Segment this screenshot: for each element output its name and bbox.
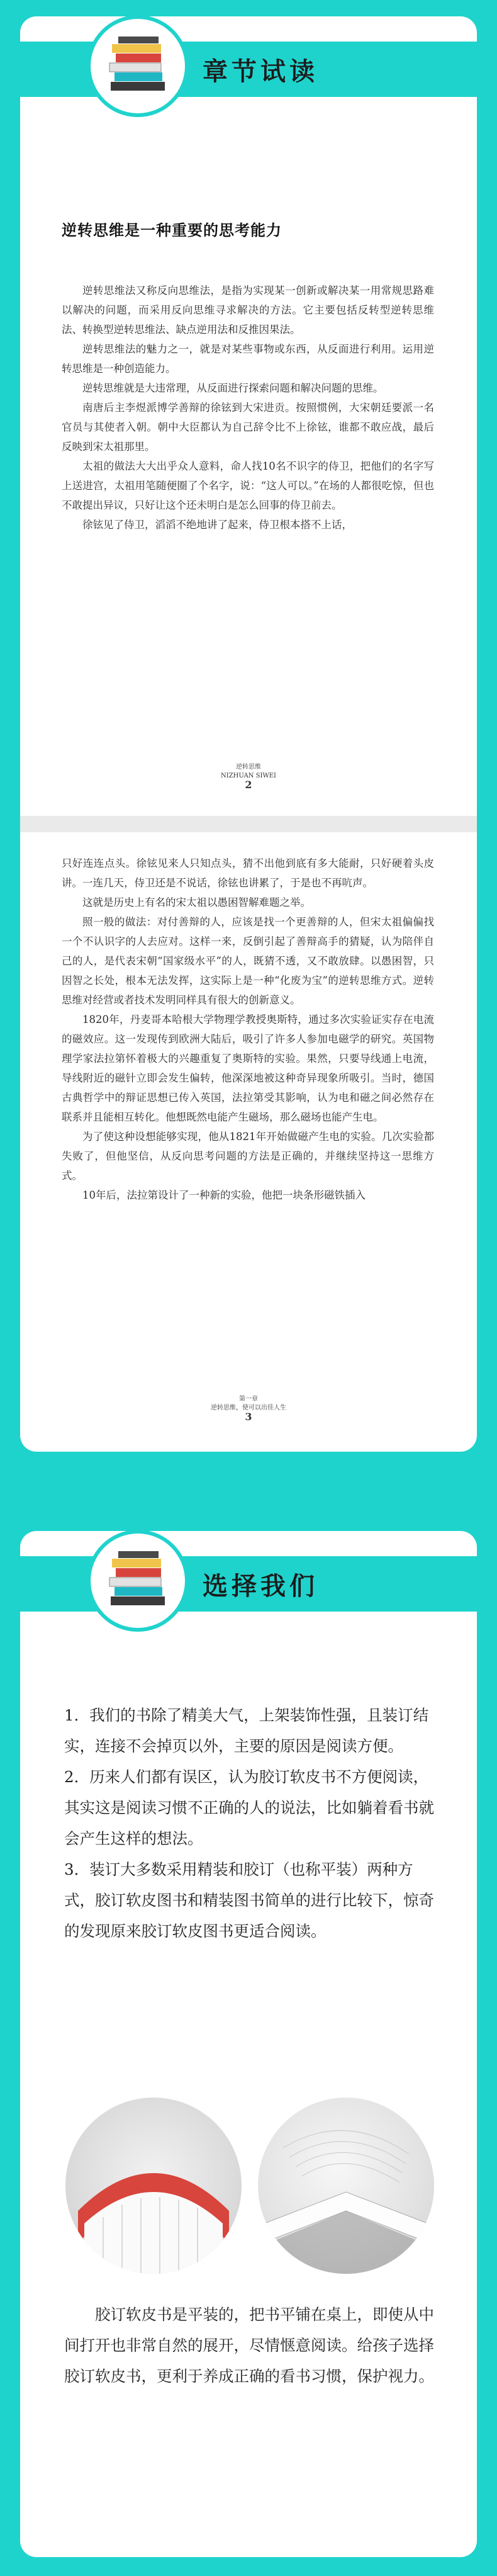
section-header xyxy=(20,42,477,97)
paragraph: 照一般的做法：对付善辩的人，应该是找一个更善辩的人，但宋太祖偏偏找一个不认识字的人去应对。这样一来，反倒引起了善辩高手的猜疑，认为陪伴自己的人，是代表宋朝“国家级水平”的人，既猜不透，又不敢放肆。以愚困智，只因智之长处，根本无法发挥，这实际上是一种“化废为宝”的逆转思维方式。逆转思维对经营或者技术发明同样具有很大的创新意义。 xyxy=(62,916,434,1006)
books-icon xyxy=(91,19,185,113)
paragraph: 逆转思维法的魅力之一，就是对某些事物或东西，从反面进行利用。运用逆转思维是一种创造能力。 xyxy=(62,343,434,375)
book-spine-photo xyxy=(65,2098,242,2274)
paragraph: 太祖的做法大大出乎众人意料，命人找10名不识字的侍卫，把他们的名字写上送进宫，太祖用笔随便圈了个名字，说：“这人可以。”在场的人都很吃惊，但也不敢提出异议，只好让这个还未明白是怎么回事的侍卫前去。 xyxy=(62,460,434,511)
footer-book-pinyin: NIZHUAN SIWEI xyxy=(221,772,276,779)
chapter-preview-card xyxy=(20,16,477,1452)
paragraph: 这就是历史上有名的宋太祖以愚困智解难题之举。 xyxy=(82,896,311,908)
open-book-photo xyxy=(258,2098,434,2274)
page-number: 2 xyxy=(245,779,252,791)
chapter-heading: 逆转思维是一种重要的思考能力 xyxy=(62,221,282,239)
choose-us-card xyxy=(20,1531,477,2557)
page-footer-2 xyxy=(20,1395,477,1421)
paragraph: 徐铉见了侍卫，滔滔不绝地讲了起来，侍卫根本搭不上话， xyxy=(82,519,352,531)
paragraph: 逆转思维法又称反向思维法，是指为实现某一创新或解决某一用常规思路难以解决的问题，而采用反向思维寻求解决的方法。它主要包括反转型逆转思维法、转换型逆转思维法、缺点逆用法和反推因果法。 xyxy=(62,285,434,336)
page-footer-1 xyxy=(20,763,477,789)
closing-paragraph: 胶订软皮书是平装的，把书平铺在桌上，即使从中间打开也非常自然的展开，尽情惬意阅读。给孩子选择胶订软皮书，更利于养成正确的看书习惯，保护视力。 xyxy=(64,2305,434,2385)
paragraph: 10年后，法拉第设计了一种新的实验，他把一块条形磁铁插入 xyxy=(82,1189,366,1201)
paragraph: 南唐后主李煜派博学善辩的徐铉到大宋进贡。按照惯例，大宋朝廷要派一名官员与其使者入朝。朝中大臣都认为自己辞令比不上徐铉，谁都不敢应战，最后反映到宋太祖那里。 xyxy=(62,402,434,453)
section-title: 章节试读 xyxy=(203,57,318,86)
list-item: 3．装订大多数采用精装和胶订（也称平装）两种方式，胶订软皮图书和精装图书简单的进行比较下，惊奇的发现原来胶订软皮图书更适合阅读。 xyxy=(64,1860,434,1940)
section-title: 选择我们 xyxy=(203,1572,318,1601)
footer-chapter: 第一章 xyxy=(239,1396,258,1403)
section-header xyxy=(20,1556,477,1612)
paragraph: 为了使这种设想能够实现，他从1821年开始做磁产生电的实验。几次实验都失败了，但他坚信，从反向思考问题的方法是正确的，并继续坚持这一思维方式。 xyxy=(62,1131,434,1182)
book-page-2 xyxy=(62,854,434,1205)
page-divider xyxy=(20,816,477,832)
footer-chapter-title: 逆转思维，使可以出佳人生 xyxy=(211,1404,286,1411)
paragraph: 逆转思维就是大违常理，从反面进行探索问题和解决问题的思维。 xyxy=(82,382,384,394)
page-number: 3 xyxy=(245,1411,252,1423)
list-item: 1．我们的书除了精美大气，上架装饰性强，且装订结实，连接不会掉页以外，主要的原因是阅读方便。 xyxy=(64,1706,429,1755)
reasons-list xyxy=(64,1700,442,1946)
paragraph: 1820年，丹麦哥本哈根大学物理学教授奥斯特，通过多次实验证实存在电流的磁效应。这一发现传到欧洲大陆后，吸引了许多人参加电磁学的研究。英国物理学家法拉第怀着极大的兴趣重复了奥斯特的实验。果然，只要导线通上电流，导线附近的磁针立即会发生偏转，他深深地被这种奇异现象所吸引。当时，德国古典哲学中的辩证思想已传入英国，法拉第受其影响，认为电和磁之间必然存在联系并且能相互转化。他想既然电能产生磁场，那么磁场也能产生电。 xyxy=(62,1014,434,1123)
list-item: 2．历来人们都有误区，认为胶订软皮书不方便阅读，其实这是阅读习惯不正确的人的说法，比如躺着看书就会产生这样的想法。 xyxy=(64,1768,434,1848)
book-page-1 xyxy=(62,281,434,534)
footer-book-title: 逆转思维 xyxy=(236,764,261,771)
paragraph: 只好连连点头。徐铉见来人只知点头，猜不出他到底有多大能耐，只好硬着头皮讲。一连几天，侍卫还是不说话，徐铉也讲累了，于是也不再吭声。 xyxy=(62,857,434,889)
books-icon xyxy=(91,1534,185,1628)
